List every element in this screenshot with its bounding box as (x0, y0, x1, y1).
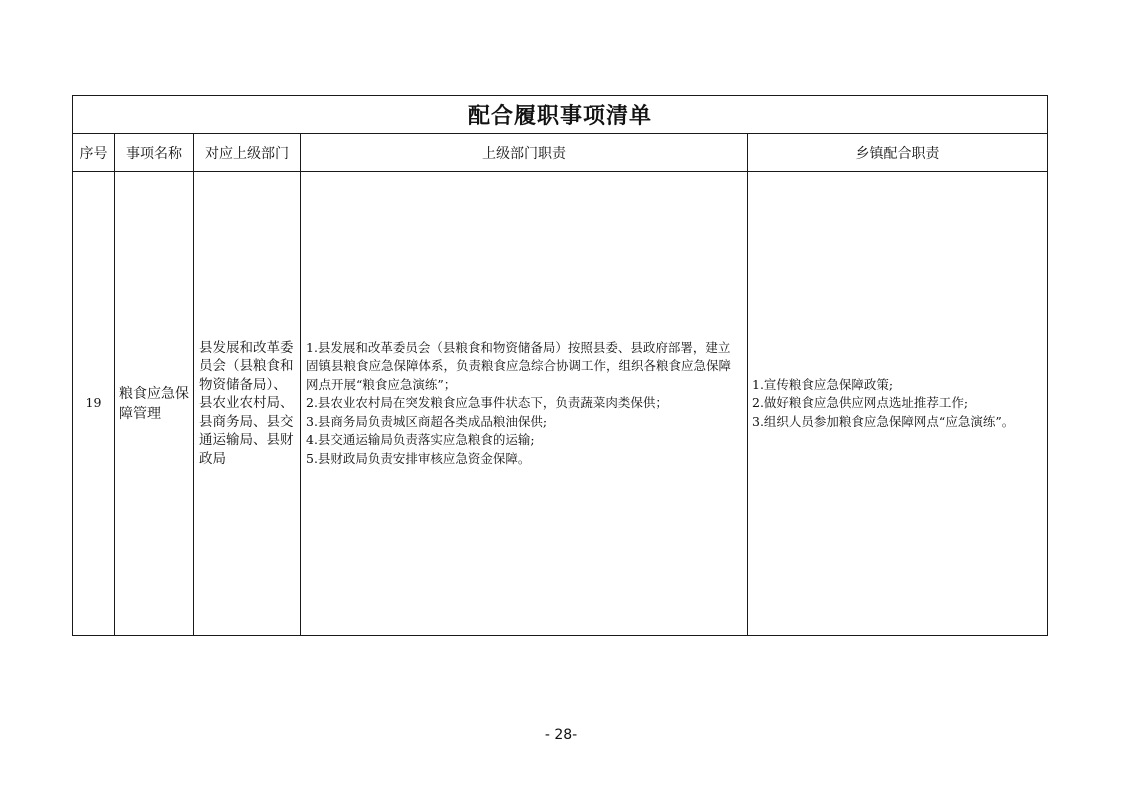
column-header-township-duties: 乡镇配合职责 (748, 134, 1048, 172)
superior-duty-item: 3.县商务局负责城区商超各类成品粮油保供; (306, 413, 548, 429)
column-header-item-name: 事项名称 (115, 134, 194, 172)
page-number: - 28- (544, 727, 578, 743)
row-superior-duties (301, 172, 748, 636)
row-departments: 县发展和改革委员会（县粮食和物资储备局）、县农业农村局、县商务局、县交通运输局、县财政局 (194, 172, 301, 636)
table-title: 配合履职事项清单 (73, 96, 1048, 134)
superior-duty-item: 5.县财政局负责安排审核应急资金保障。 (306, 450, 531, 466)
header-row (73, 134, 1048, 172)
column-header-superior-duties: 上级部门职责 (301, 134, 748, 172)
row-township-duties (748, 172, 1048, 636)
township-duty-item: 2.做好粮食应急供应网点选址推荐工作; (752, 395, 969, 411)
duty-table (72, 95, 1048, 636)
township-duty-item: 3.组织人员参加粮食应急保障网点“应急演练”。 (752, 413, 1015, 429)
checklist-sheet (72, 95, 1047, 636)
row-item-name: 粮食应急保障管理 (115, 172, 194, 636)
superior-duty-item: 2.县农业农村局在突发粮食应急事件状态下，负责蔬菜肉类保供； (306, 395, 668, 411)
column-header-superior-department: 对应上级部门 (194, 134, 301, 172)
township-duty-item: 1.宣传粮食应急保障政策; (752, 376, 894, 392)
table-row (73, 172, 1048, 636)
title-row (73, 96, 1048, 134)
row-serial-number: 19 (73, 172, 115, 636)
superior-duty-item: 4.县交通运输局负责落实应急粮食的运输; (306, 432, 535, 448)
column-header-serial: 序号 (73, 134, 115, 172)
superior-duty-item: 1.县发展和改革委员会（县粮食和物资储备局）按照县委、县政府部署，建立固镇县粮食应急保障体系，负责粮食应急综合协调工作，组织各粮食应急保障网点开展“粮食应急演练”； (306, 339, 732, 392)
